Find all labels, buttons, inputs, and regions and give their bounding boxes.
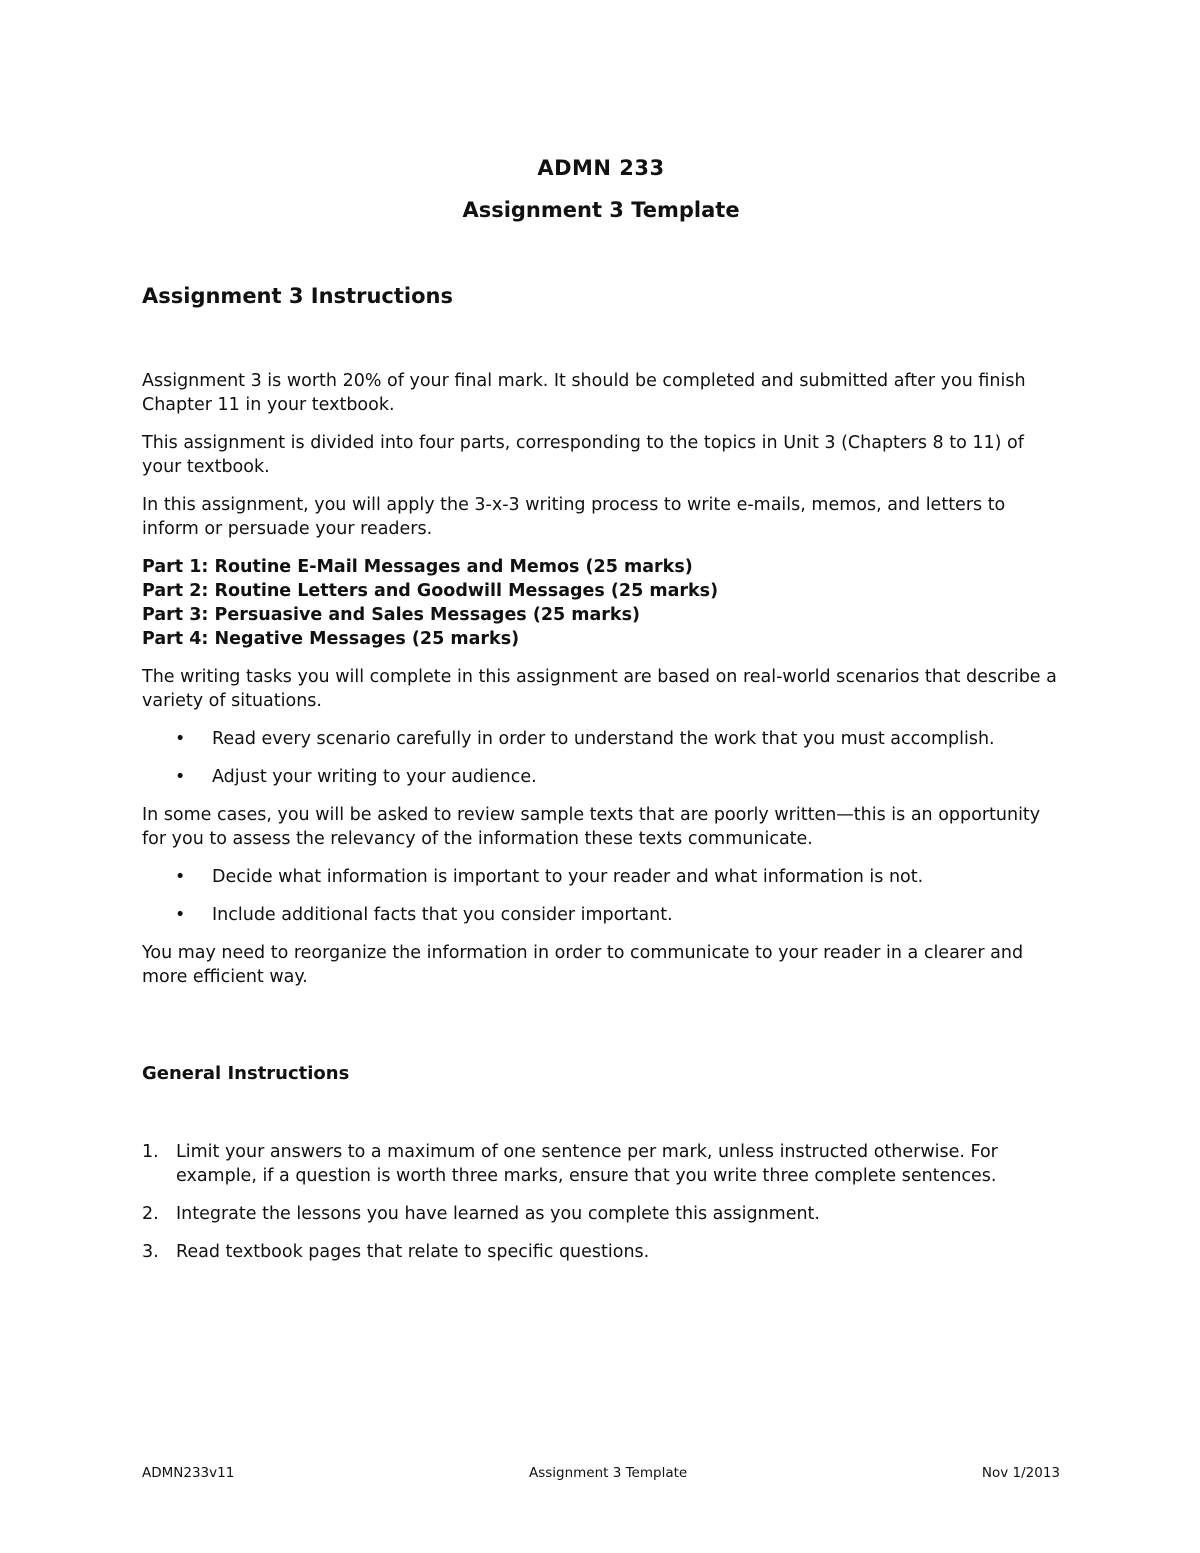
- footer-date: Nov 1/2013: [981, 1465, 1060, 1481]
- item-number: 2.: [142, 1204, 159, 1224]
- review-bullets: [142, 865, 1060, 927]
- document-page: [142, 0, 1060, 1553]
- bullet-text: Decide what information is important to your reader and what information is not.: [212, 867, 924, 887]
- bullet-text: Read every scenario carefully in order to understand the work that you must accomplish.: [212, 729, 995, 749]
- paragraph-closing: You may need to reorganize the information in order to communicate to your reader in a clearer and more efficient way.: [142, 943, 1024, 987]
- instructions-heading: Assignment 3 Instructions: [142, 284, 453, 308]
- paragraph-scenarios: The writing tasks you will complete in this assignment are based on real-world scenarios that describe a variety of situations.: [142, 667, 1057, 711]
- paragraph-parts: This assignment is divided into four parts, corresponding to the topics in Unit 3 (Chapters 8 to 11) of your textbook.: [142, 433, 1024, 477]
- item-text: Integrate the lessons you have learned as you complete this assignment.: [176, 1204, 820, 1224]
- scenario-bullets: [142, 727, 1060, 789]
- part-item: Part 2: Routine Letters and Goodwill Messages (25 marks): [142, 581, 719, 601]
- item-text: Limit your answers to a maximum of one sentence per mark, unless instructed otherwise. For example, if a question is worth three marks, ensure that you write three complete sentences.: [176, 1142, 998, 1186]
- part-item: Part 1: Routine E-Mail Messages and Memos (25 marks): [142, 557, 693, 577]
- item-text: Read textbook pages that relate to specific questions.: [176, 1242, 650, 1262]
- general-instructions-list: [142, 1140, 1060, 1278]
- general-instructions-heading: General Instructions: [142, 1063, 350, 1084]
- numbered-item: [142, 1140, 1060, 1188]
- bullet-glyph: •: [175, 867, 186, 887]
- paragraph-review: In some cases, you will be asked to review sample texts that are poorly written—this is an opportunity for you to assess the relevancy of the information these texts communicate.: [142, 805, 1041, 849]
- bullet-glyph: •: [175, 905, 186, 925]
- item-number: 3.: [142, 1242, 159, 1262]
- part-item: Part 3: Persuasive and Sales Messages (25 marks): [142, 605, 640, 625]
- numbered-item: [142, 1202, 1060, 1226]
- bullet-item: [142, 765, 1060, 789]
- bullet-glyph: •: [175, 767, 186, 787]
- bullet-item: [142, 865, 1060, 889]
- document-title: Assignment 3 Template: [462, 198, 740, 222]
- bullet-item: [142, 903, 1060, 927]
- page-footer: [142, 1465, 1060, 1481]
- bullet-glyph: •: [175, 729, 186, 749]
- bullet-text: Adjust your writing to your audience.: [212, 767, 537, 787]
- instructions-body: [142, 369, 1060, 1003]
- bullet-text: Include additional facts that you consider important.: [212, 905, 673, 925]
- paragraph-worth: Assignment 3 is worth 20% of your final mark. It should be completed and submitted after you finish Chapter 11 in your textbook.: [142, 371, 1026, 415]
- parts-list: [142, 555, 1060, 651]
- course-code: ADMN 233: [537, 156, 665, 180]
- numbered-item: [142, 1240, 1060, 1264]
- footer-version: ADMN233v11: [142, 1465, 235, 1481]
- footer-title: Assignment 3 Template: [528, 1465, 688, 1481]
- part-item: Part 4: Negative Messages (25 marks): [142, 629, 520, 649]
- item-number: 1.: [142, 1142, 159, 1162]
- bullet-item: [142, 727, 1060, 751]
- paragraph-process: In this assignment, you will apply the 3-x-3 writing process to write e-mails, memos, and letters to inform or persuade your readers.: [142, 495, 1006, 539]
